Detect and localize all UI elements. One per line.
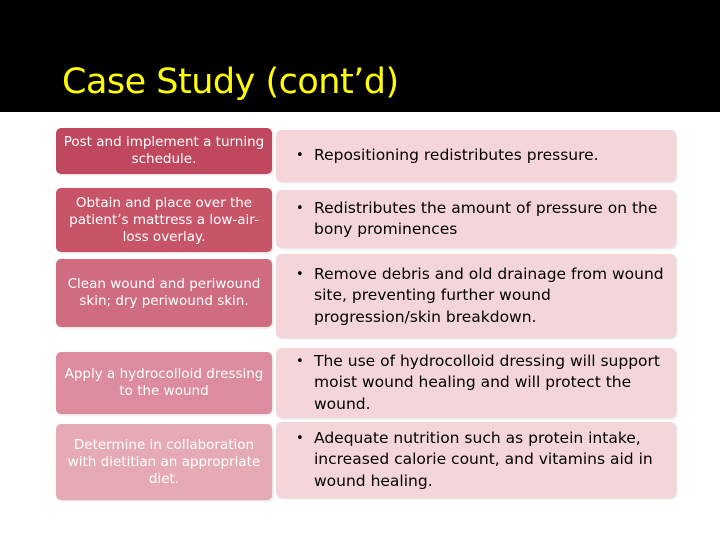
rationale-text-2: Redistributes the amount of pressure on the bony prominences bbox=[314, 198, 658, 238]
intervention-box-4 bbox=[56, 352, 272, 414]
intervention-text-3: Clean wound and periwound skin; dry periwound skin. bbox=[67, 276, 261, 309]
intervention-text-5: Determine in collaboration with dietitian an appropriate diet. bbox=[67, 436, 261, 487]
rationale-box-5 bbox=[276, 422, 676, 498]
bullet-icon: • bbox=[296, 200, 304, 216]
intervention-text-4: Apply a hydrocolloid dressing to the wound bbox=[64, 366, 264, 399]
intervention-box-2 bbox=[56, 188, 272, 252]
slide-title: Case Study (cont’d) bbox=[62, 62, 399, 102]
rationale-box-2 bbox=[276, 190, 676, 248]
bullet-icon: • bbox=[296, 266, 304, 282]
bullet-icon: • bbox=[296, 353, 304, 369]
rationale-text-1: Repositioning redistributes pressure. bbox=[314, 146, 599, 165]
rationale-text-3: Remove debris and old drainage from wound site, preventing further wound progression/skin breakdown. bbox=[314, 264, 664, 326]
rationale-text-4: The use of hydrocolloid dressing will support moist wound healing and will protect the wound. bbox=[314, 351, 660, 413]
intervention-box-1 bbox=[56, 128, 272, 174]
intervention-box-3 bbox=[56, 259, 272, 327]
bullet-icon: • bbox=[296, 148, 304, 164]
rationale-box-1 bbox=[276, 130, 676, 182]
intervention-box-5 bbox=[56, 424, 272, 500]
bullet-icon: • bbox=[296, 430, 304, 446]
rationale-box-3 bbox=[276, 254, 676, 338]
intervention-text-1: Post and implement a turning schedule. bbox=[63, 134, 265, 167]
rationale-text-5: Adequate nutrition such as protein intake, increased calorie count, and vitamins aid in wound healing. bbox=[314, 428, 653, 490]
content-area bbox=[0, 112, 720, 540]
rationale-box-4 bbox=[276, 348, 676, 418]
intervention-text-2: Obtain and place over the patient’s mattress a low-air-loss overlay. bbox=[69, 194, 259, 245]
